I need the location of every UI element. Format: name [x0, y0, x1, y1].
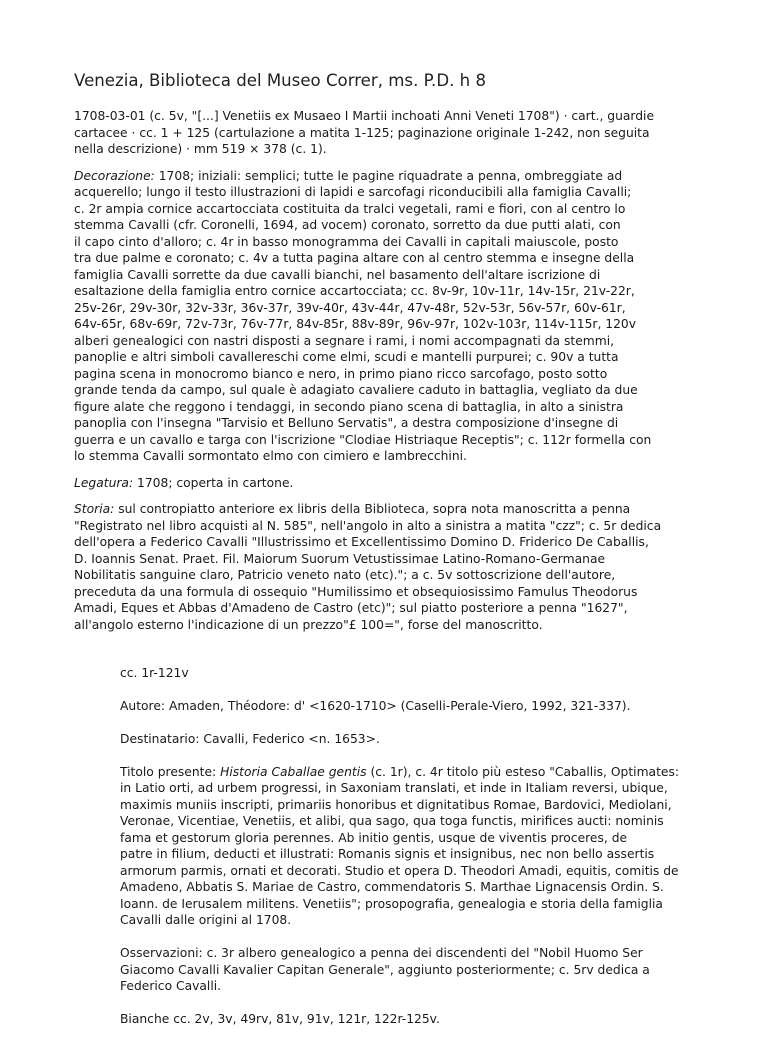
storia-section: [74, 501, 708, 633]
storia-label: Storia:: [74, 502, 115, 516]
legatura-label: Legatura:: [74, 475, 134, 490]
decorazione-label: Decorazione:: [74, 168, 155, 183]
legatura-section: [74, 475, 708, 492]
content-autore: Autore: Amaden, Théodore: d' <1620-1710> (Caselli-Perale-Viero, 1992, 321-337).: [120, 698, 631, 713]
content-osservazioni: Osservazioni: c. 3r albero genealogico a penna dei discendenti del "Nobil Huomo Ser Giacomo Cavalli Kavalier Capitan Generale", aggiunto posteriormente; c. 5rv dedica a Federico Cavalli.: [120, 946, 650, 993]
decorazione-section: [74, 168, 708, 465]
decorazione-text: 1708; iniziali: semplici; tutte le pagine riquadrate a penna, ombreggiate ad acquerello; lungo il testo illustrazioni di lapidi e sarcofagi riconducibili alla famiglia Cavalli; c. 2r ampia cornice accartocciata costituita da tralci vegetali, rami e fiori, con al centro lo stemma Cavalli (cfr. Coronelli, 1694, ad vocem) coronato, sorretto da due putti alati, con il capo cinto d'alloro; c. 4r in basso monogramma dei Cavalli in capitali maiuscole, posto tra due palme e coronato; c. 4v a tutta pagina altare con al centro stemma e insegne della famiglia Cavalli sorrette da due cavalli bianchi, nel basamento dell'altare iscrizione di esaltazione della famiglia entro cornice accartocciata; cc. 8v-9r, 10v-11r, 14v-15r, 21v-22r, 25v-26r, 29v-30r, 32v-33r, 36v-37r, 39v-40r, 43v-44r, 47v-48r, 52v-53r, 56v-57r, 60v-61r, 64v-65r, 68v-69r, 72v-73r, 76v-77r, 84v-85r, 88v-89r, 96v-97r, 102v-103r, 114v-115r, 120v alberi genealogici con nastri disposti a segnare i rami, i nomi accompagnati da stemmi, panoplie e altri simboli cavallereschi come elmi, scudi e mantelli purpurei; c. 90v a tutta pagina scena in monocromo bianco e nero, in primo piano ricco sarcofago, posto sotto grande tenda da campo, sul quale è adagiato cavaliere caduto in battaglia, vegliato da due figure alate che reggono i tendaggi, in secondo piano scena di battaglia, in alto a sinistra panoplia con l'insegna "Tarvisio et Belluno Servatis", a destra composizione d'insegne di guerra e un cavallo e targa con l'iscrizione "Clodiae Histriaque Receptis"; c. 112r formella con lo stemma Cavalli sormontato elmo con cimiero e lambrecchini.: [74, 168, 652, 463]
content-bianche: Bianche cc. 2v, 3v, 49rv, 81v, 91v, 121r, 122r-125v.: [120, 1012, 440, 1026]
record-summary: 1708-03-01 (c. 5v, "[...] Venetiis ex Musaeo I Martii inchoati Anni Veneti 1708") · cart., guardie cartacee · cc. 1 + 125 (cartulazione a matita 1-125; paginazione originale 1-242, non seguita nella descrizione) · mm 519 × 378 (c. 1).: [74, 109, 655, 156]
content-destinatario: Destinatario: Cavalli, Federico <n. 1653>.: [120, 731, 380, 746]
titolo-prefix: Titolo presente:: [120, 764, 221, 779]
titolo-italic: Historia Caballae gentis: [220, 764, 367, 779]
content-titolo: [120, 764, 708, 929]
legatura-text: 1708; coperta in cartone.: [133, 475, 294, 490]
content-section: [120, 648, 708, 1044]
titolo-rest: (c. 1r), c. 4r titolo più esteso "Caballis, Optimates: in Latio orti, ad urbem progressi, in Saxoniam translati, et inde in Italiam reversi, ubique, maximis muniis inscripti, primariis honoribus et dignitatibus Romae, Bardovici, Mediolani, Veronae, Vicentiae, Venetiis, et alibi, qua sago, qua toga functis, mirifices aucti: nominis fama et gestorum gloria perennes. Ab initio gentis, usque de viventis proceres, de patre in filium, deducti et illustrati: Romanis signis et insignibus, nec non bello assertis armorum parmis, ornati et decorati. Studio et opera D. Theodori Amadi, equitis, comitis de Amadeno, Abbatis S. Mariae de Castro, commendatoris S. Marthae Lignacensis Ordin. S. Ioann. de Ierusalem militens. Venetiis"; prosopografia, genealogia e storia della famiglia Cavalli dalle origini al 1708.: [120, 764, 680, 927]
content-carte: cc. 1r-121v: [120, 665, 189, 680]
storia-text: sul contropiatto anteriore ex libris della Biblioteca, sopra nota manoscritta a penna "Registrato nel libro acquisti al N. 585", nell'angolo in alto a sinistra a matita "czz"; c. 5r dedica dell'opera a Federico Cavalli "Illustrissimo et Excellentissimo Domino D. Friderico De Caballis, D. Ioannis Senat. Praet. Fil. Maiorum Suorum Vetustissimae Latino-Romano-Germanae Nobilitatis sanguine claro, Patricio veneto nato (etc)."; a c. 5v sottoscrizione dell'autore, preceduta da una formula di ossequio "Humilissimo et obsequiosissimo Famulus Theodorus Amadi, Eques et Abbas d'Amadeno de Castro (etc)"; sul piatto posteriore a penna "1627", all'angolo esterno l'indicazione di un prezzo"£ 100=", forse del manoscritto.: [74, 502, 662, 632]
record-title: Venezia, Biblioteca del Museo Correr, ms. P.D. h 8: [74, 71, 486, 90]
